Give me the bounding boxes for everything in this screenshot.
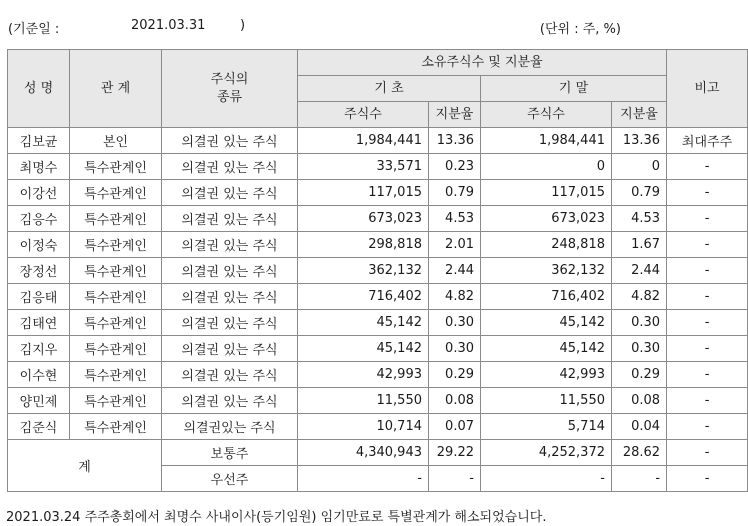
cell-end-shares: 248,818 <box>481 232 612 258</box>
cell-note: - <box>667 232 748 258</box>
table-body <box>8 128 748 440</box>
cell-end-shares: 716,402 <box>481 284 612 310</box>
totals-preferred-end-ratio: - <box>612 466 667 492</box>
cell-stock-type: 의결권 있는 주식 <box>162 336 298 362</box>
cell-begin-ratio: 4.53 <box>429 206 481 232</box>
cell-name: 이정숙 <box>8 232 70 258</box>
cell-end-shares: 11,550 <box>481 388 612 414</box>
cell-end-shares: 45,142 <box>481 310 612 336</box>
cell-end-shares: 362,132 <box>481 258 612 284</box>
cell-stock-type: 의결권 있는 주식 <box>162 154 298 180</box>
cell-end-ratio: 2.44 <box>612 258 667 284</box>
cell-begin-ratio: 0.29 <box>429 362 481 388</box>
cell-name: 장정선 <box>8 258 70 284</box>
table-row <box>8 128 748 154</box>
totals-preferred-type: 우선주 <box>162 466 298 492</box>
cell-begin-ratio: 0.08 <box>429 388 481 414</box>
cell-note: - <box>667 388 748 414</box>
shareholder-table <box>7 49 748 492</box>
cell-end-ratio: 0.04 <box>612 414 667 440</box>
cell-end-ratio: 4.53 <box>612 206 667 232</box>
table-row <box>8 154 748 180</box>
cell-name: 김보균 <box>8 128 70 154</box>
col-header-ending: 기 말 <box>481 76 667 102</box>
cell-end-ratio: 0.08 <box>612 388 667 414</box>
cell-relation: 특수관계인 <box>70 284 162 310</box>
cell-end-ratio: 13.36 <box>612 128 667 154</box>
totals-common-end-ratio: 28.62 <box>612 440 667 466</box>
cell-relation: 특수관계인 <box>70 154 162 180</box>
cell-name: 김응태 <box>8 284 70 310</box>
cell-note: - <box>667 284 748 310</box>
cell-note: - <box>667 258 748 284</box>
cell-note: - <box>667 206 748 232</box>
col-header-note: 비고 <box>667 50 748 128</box>
cell-name: 김준식 <box>8 414 70 440</box>
col-header-relation: 관 계 <box>70 50 162 128</box>
cell-stock-type: 의결권 있는 주식 <box>162 128 298 154</box>
cell-stock-type: 의결권 있는 주식 <box>162 310 298 336</box>
col-header-end-shares: 주식수 <box>481 102 612 128</box>
cell-name: 김태연 <box>8 310 70 336</box>
cell-note: - <box>667 336 748 362</box>
cell-note: - <box>667 154 748 180</box>
cell-stock-type: 의결권 있는 주식 <box>162 206 298 232</box>
table-row <box>8 232 748 258</box>
totals-preferred-begin-shares: - <box>298 466 429 492</box>
col-header-begin-ratio: 지분율 <box>429 102 481 128</box>
cell-stock-type: 의결권 있는 주식 <box>162 180 298 206</box>
base-date-label: (기준일 : <box>8 22 60 37</box>
cell-begin-ratio: 0.30 <box>429 310 481 336</box>
cell-end-ratio: 0.79 <box>612 180 667 206</box>
cell-note: - <box>667 180 748 206</box>
table-row <box>8 388 748 414</box>
col-header-stock-type <box>162 50 298 128</box>
cell-begin-shares: 11,550 <box>298 388 429 414</box>
table-row <box>8 310 748 336</box>
cell-name: 이수현 <box>8 362 70 388</box>
cell-end-ratio: 0 <box>612 154 667 180</box>
cell-stock-type: 의결권 있는 주식 <box>162 388 298 414</box>
footnote: 2021.03.24 주주총회에서 최명수 사내이사(등기임원) 임기만료로 특별관계가 해소되었습니다. <box>6 510 547 525</box>
cell-begin-ratio: 0.79 <box>429 180 481 206</box>
totals-common-begin-ratio: 29.22 <box>429 440 481 466</box>
cell-end-shares: 673,023 <box>481 206 612 232</box>
table-row <box>8 284 748 310</box>
col-header-ownership: 소유주식수 및 지분율 <box>298 50 667 76</box>
cell-end-ratio: 1.67 <box>612 232 667 258</box>
cell-begin-shares: 45,142 <box>298 310 429 336</box>
col-header-end-ratio: 지분율 <box>612 102 667 128</box>
totals-preferred-end-shares: - <box>481 466 612 492</box>
cell-name: 이강선 <box>8 180 70 206</box>
cell-begin-ratio: 0.07 <box>429 414 481 440</box>
cell-begin-shares: 716,402 <box>298 284 429 310</box>
col-header-begin-shares: 주식수 <box>298 102 429 128</box>
totals-common-note: - <box>667 440 748 466</box>
cell-stock-type: 의결권 있는 주식 <box>162 284 298 310</box>
cell-begin-ratio: 0.23 <box>429 154 481 180</box>
cell-begin-ratio: 13.36 <box>429 128 481 154</box>
cell-begin-shares: 117,015 <box>298 180 429 206</box>
cell-relation: 특수관계인 <box>70 232 162 258</box>
cell-relation: 특수관계인 <box>70 362 162 388</box>
cell-note: - <box>667 362 748 388</box>
totals-label: 계 <box>8 440 162 492</box>
cell-name: 김지우 <box>8 336 70 362</box>
table-row <box>8 206 748 232</box>
cell-relation: 특수관계인 <box>70 180 162 206</box>
cell-relation: 특수관계인 <box>70 310 162 336</box>
unit-label: (단위 : 주, %) <box>539 22 621 37</box>
cell-relation: 특수관계인 <box>70 388 162 414</box>
cell-end-ratio: 0.29 <box>612 362 667 388</box>
table-row <box>8 258 748 284</box>
cell-begin-ratio: 4.82 <box>429 284 481 310</box>
table-row <box>8 336 748 362</box>
cell-relation: 본인 <box>70 128 162 154</box>
cell-begin-shares: 362,132 <box>298 258 429 284</box>
table-row <box>8 180 748 206</box>
cell-name: 양민제 <box>8 388 70 414</box>
base-date-close: ) <box>240 18 246 33</box>
cell-begin-shares: 1,984,441 <box>298 128 429 154</box>
cell-stock-type: 의결권있는 주식 <box>162 414 298 440</box>
cell-relation: 특수관계인 <box>70 206 162 232</box>
cell-relation: 특수관계인 <box>70 414 162 440</box>
cell-stock-type: 의결권 있는 주식 <box>162 232 298 258</box>
cell-begin-shares: 33,571 <box>298 154 429 180</box>
cell-end-ratio: 0.30 <box>612 336 667 362</box>
totals-preferred-begin-ratio: - <box>429 466 481 492</box>
cell-name: 최명수 <box>8 154 70 180</box>
cell-note: - <box>667 414 748 440</box>
cell-end-shares: 42,993 <box>481 362 612 388</box>
col-header-name: 성 명 <box>8 50 70 128</box>
cell-begin-shares: 10,714 <box>298 414 429 440</box>
cell-end-ratio: 4.82 <box>612 284 667 310</box>
cell-note: - <box>667 310 748 336</box>
cell-end-shares: 1,984,441 <box>481 128 612 154</box>
cell-begin-shares: 298,818 <box>298 232 429 258</box>
table-row <box>8 414 748 440</box>
cell-begin-shares: 45,142 <box>298 336 429 362</box>
cell-stock-type: 의결권 있는 주식 <box>162 362 298 388</box>
totals-preferred-note: - <box>667 466 748 492</box>
totals-common-type: 보통주 <box>162 440 298 466</box>
cell-begin-ratio: 2.44 <box>429 258 481 284</box>
cell-name: 김응수 <box>8 206 70 232</box>
totals-row-common <box>8 440 748 466</box>
col-header-stock-type-line2: 종류 <box>216 89 243 105</box>
cell-begin-shares: 673,023 <box>298 206 429 232</box>
cell-relation: 특수관계인 <box>70 336 162 362</box>
cell-begin-ratio: 0.30 <box>429 336 481 362</box>
cell-end-shares: 117,015 <box>481 180 612 206</box>
cell-note: 최대주주 <box>667 128 748 154</box>
cell-begin-ratio: 2.01 <box>429 232 481 258</box>
base-date-value: 2021.03.31 <box>131 18 206 33</box>
totals-common-end-shares: 4,252,372 <box>481 440 612 466</box>
col-header-beginning: 기 초 <box>298 76 481 102</box>
cell-end-shares: 45,142 <box>481 336 612 362</box>
col-header-stock-type-line1: 주식의 <box>210 71 249 87</box>
cell-end-shares: 5,714 <box>481 414 612 440</box>
cell-stock-type: 의결권 있는 주식 <box>162 258 298 284</box>
cell-end-shares: 0 <box>481 154 612 180</box>
totals-common-begin-shares: 4,340,943 <box>298 440 429 466</box>
cell-begin-shares: 42,993 <box>298 362 429 388</box>
cell-relation: 특수관계인 <box>70 258 162 284</box>
totals-body <box>8 440 748 492</box>
cell-end-ratio: 0.30 <box>612 310 667 336</box>
table-row <box>8 362 748 388</box>
